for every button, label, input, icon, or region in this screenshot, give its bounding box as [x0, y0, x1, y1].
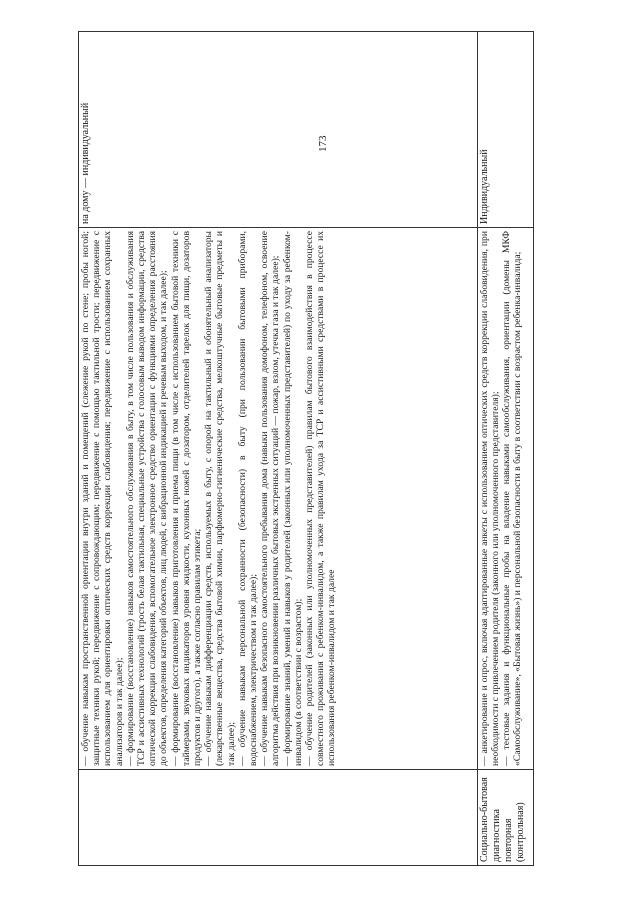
page-number: 173 [317, 135, 329, 152]
rehab-table [78, 31, 534, 866]
service-content-cell [477, 228, 533, 770]
list-item: — обучение навыкам пространственной ориентации внутри зданий и помещений (слежение рукой по стене; пробы ногой; защитные техники рукой; передвижение с сопровождающим; передвижение с помощью тактильной трости; передвижение с использованием для ориентировки оптических средств коррекции слабовидения; передвижение с использованием сохранных анализаторов и так далее); [80, 231, 125, 766]
service-name-cell: Социально-бытовая диагностика повторная (контрольная) [477, 770, 533, 866]
service-content-cell [79, 228, 478, 770]
list-item: — обучение навыкам безопасного самостоятельного пребывания дома (навыки пользования домофоном, телефоном, освоение алгоритма действия при возникновении различных бытовых экстренных ситуаций — пожар, взлом, утечка газа и так далее); [259, 231, 282, 766]
service-form-cell: Индивидуальный [477, 32, 533, 228]
list-item: — формирование (восстановление) навыков самостоятельного обслуживания в быту, в том числе пользования и обслуживания ТСР и ассистивных технологий (трость белая тактильная, специальные устройства с голосовым выводом информации, средства оптической коррекции слабовидения, вспомогательное электронное средство ориентации с функциями определения расстояния до объектов, определения категорий объектов, лиц людей, с вибрационной индикацией и речевым выходом, и так далее); [124, 231, 170, 766]
table-row [477, 32, 533, 866]
list-item: — обучение навыкам дифференциации средств, используемых в быту, с опорой на тактильный и обонятельный анализаторы (лекарственные вещества, средства бытовой химии, парфюмерно-гигиенические средства, мелкоштучные бытовые предметы и так далее); [203, 231, 237, 766]
service-form-cell: на дому — индивидуальный [79, 32, 478, 228]
list-item: — формирование (восстановление) навыков приготовления и приема пищи (в том числе с использованием бытовой техники с таймерами, звуковых индикаторов уровня жидкости, кухонных ножей с дозатором, отделителей тарелок для пищи, дозаторов продуктов и другого), а также согласно правилам этикета; [169, 231, 204, 766]
list-item: — тестовые задания и функциональные пробы на владение навыками самообслуживания, ориентации (домены МКФ «Самообслуживание», «Бытовая жизнь») и персональной безопасности в быту в соответствии с возрастом ребенка-инвалида; [501, 231, 524, 766]
list-item: — формирование знаний, умений и навыков у родителей (законных или уполномоченных представителей) по уходу за ребенком-инвалидом (в соответствии с возрастом); [281, 231, 304, 766]
list-item: — обучение родителей (законных или уполномоченных представителей) правилам бытового взаимодействия в процессе совместного проживания с ребенком-инвалидом, а также правилам ухода за ТСР и ассистивными средствами в процессе их использования ребенком-инвалидом и так далее [304, 231, 338, 766]
list-item: — обучение навыкам персональной сохранности (безопасности) в быту (при пользовании бытовыми приборами, водоснабжением, электричеством и так далее); [236, 231, 260, 766]
service-name-cell [79, 770, 478, 866]
document-table [78, 32, 534, 866]
table-row [79, 32, 478, 866]
list-item: — анкетирование и опрос, включая адаптированные анкеты с использованием оптических средств коррекции слабовидения, при необходимости с привлечением родителя (законного или уполномоченного представителя); [478, 231, 502, 766]
